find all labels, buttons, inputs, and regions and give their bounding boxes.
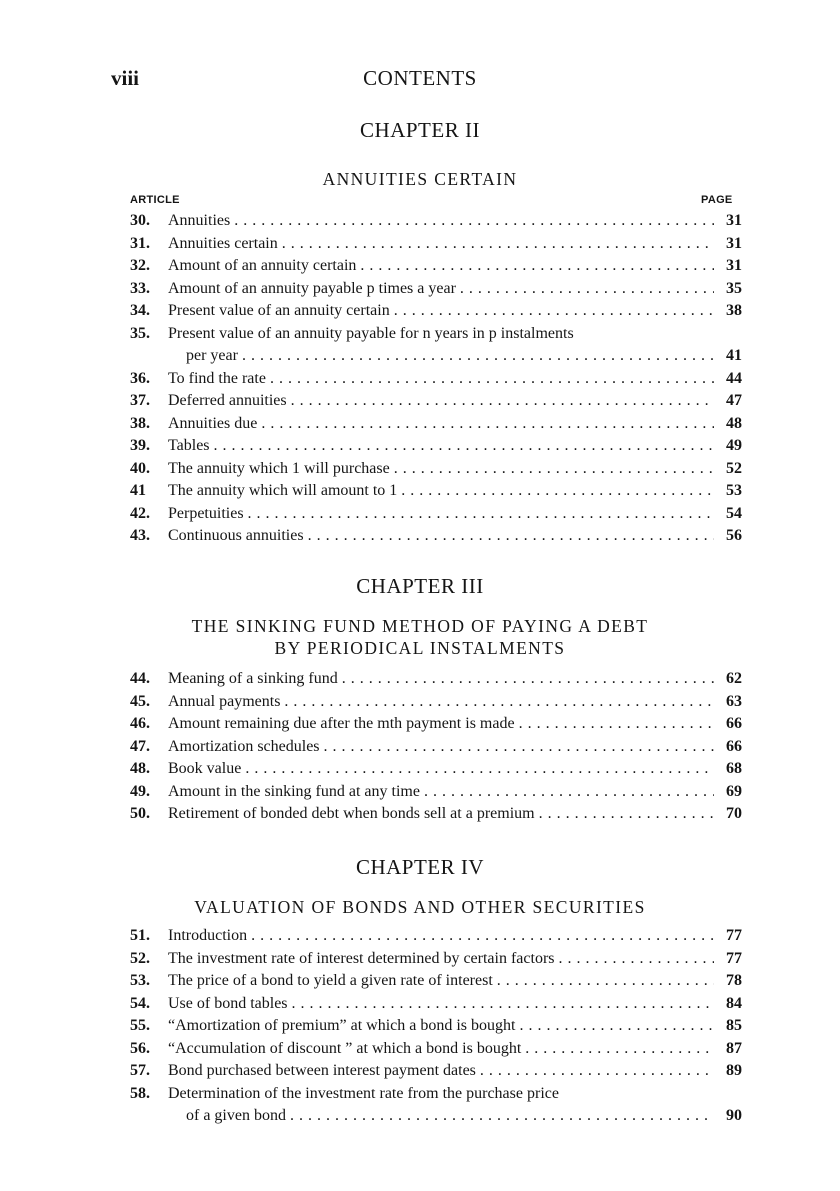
dot-leader [270, 368, 714, 391]
toc-list [130, 925, 742, 1128]
dot-leader [242, 345, 714, 368]
toc-entry [130, 390, 742, 413]
chapter-subtitle [0, 615, 840, 659]
article-title: of a given bond [186, 1107, 286, 1124]
article-number: 55. [130, 1017, 150, 1034]
page-ref: 47 [726, 392, 742, 409]
dot-leader [248, 503, 714, 526]
article-title: Book value [168, 760, 242, 777]
article-number: 37. [130, 392, 150, 409]
page-ref: 63 [726, 692, 742, 710]
dot-leader [292, 993, 714, 1016]
article-title: Introduction [168, 927, 248, 944]
running-head [0, 66, 840, 96]
article-number: 58. [130, 1084, 150, 1102]
article-title: Present value of an annuity certain [168, 302, 390, 319]
article-number: 42. [130, 504, 150, 522]
toc-entry [130, 255, 742, 278]
toc-entry [130, 368, 742, 391]
article-number: 38. [130, 414, 150, 432]
dot-leader [460, 278, 714, 301]
page-number: viii [111, 66, 140, 90]
chapter-subtitle-line: THE SINKING FUND METHOD OF PAYING A DEBT [191, 616, 649, 636]
chapter-subtitle [0, 896, 840, 918]
article-title: “Amortization of premium” at which a bond is bought [168, 1017, 516, 1034]
article-number: 56. [130, 1039, 150, 1057]
page-ref: 85 [726, 1017, 742, 1034]
toc-entry [130, 736, 742, 759]
article-number: 50. [130, 805, 150, 822]
toc-entry [130, 691, 742, 714]
page-ref: 77 [726, 927, 742, 944]
dot-leader [424, 781, 714, 804]
article-title: Amount of an annuity payable p times a year [168, 279, 456, 297]
page-ref: 66 [726, 737, 742, 755]
chapter-heading: CHAPTER II [360, 118, 480, 142]
article-number: 47. [130, 737, 150, 755]
page-ref: 68 [726, 760, 742, 777]
dot-leader [214, 435, 714, 458]
article-title: Annuities certain [168, 234, 278, 252]
toc-entry [130, 233, 742, 256]
article-title: The investment rate of interest determined by certain factors [168, 949, 555, 967]
article-title: The price of a bond to yield a given rate of interest [168, 972, 493, 989]
article-number: 48. [130, 760, 150, 777]
article-title: Annuities due [168, 414, 258, 432]
toc-entry [130, 758, 742, 781]
article-title: Meaning of a sinking fund [168, 670, 338, 687]
article-number: 49. [130, 782, 150, 800]
article-number: 33. [130, 279, 150, 297]
page-ref: 52 [726, 459, 742, 477]
dot-leader [245, 758, 714, 781]
column-header-article: ARTICLE [130, 194, 180, 206]
dot-leader [251, 925, 714, 948]
toc-entry [130, 948, 742, 971]
dot-leader [525, 1038, 714, 1061]
toc-entry [130, 210, 742, 233]
toc-entry [130, 435, 742, 458]
dot-leader [324, 736, 714, 759]
toc-entry [130, 970, 742, 993]
toc-entry [130, 925, 742, 948]
article-title: per year [186, 347, 238, 364]
toc-entry [130, 300, 742, 323]
page-ref: 31 [726, 212, 742, 229]
article-title: Amount of an annuity certain [168, 257, 357, 274]
article-number: 43. [130, 527, 150, 544]
page-ref: 78 [726, 972, 742, 989]
dot-leader [308, 525, 714, 548]
page-ref: 48 [726, 414, 742, 432]
toc-entry [130, 503, 742, 526]
page-ref: 35 [726, 279, 742, 297]
article-title: Continuous annuities [168, 527, 304, 544]
toc-entry [130, 458, 742, 481]
chapter-subtitle [0, 168, 840, 190]
dot-leader [394, 458, 714, 481]
toc-entry [130, 525, 742, 548]
article-number: 30. [130, 212, 150, 229]
toc-entry [130, 480, 742, 503]
article-number: 35. [130, 324, 150, 342]
article-title: Retirement of bonded debt when bonds sell at a premium [168, 805, 535, 822]
article-number: 51. [130, 927, 150, 944]
toc-entry [130, 1038, 742, 1061]
article-title: Amount remaining due after the mth payment is made [168, 715, 515, 732]
article-number: 52. [130, 949, 150, 967]
dot-leader [480, 1060, 714, 1083]
article-title: Amount in the sinking fund at any time [168, 782, 420, 800]
article-title: Use of bond tables [168, 994, 288, 1012]
toc-entry [130, 668, 742, 691]
toc-entry [130, 323, 742, 368]
article-number: 36. [130, 369, 150, 387]
article-title: Perpetuities [168, 504, 244, 522]
page-ref: 89 [726, 1062, 742, 1079]
article-number: 54. [130, 994, 150, 1012]
dot-leader [559, 948, 714, 971]
article-number: 31. [130, 234, 150, 252]
page-ref: 56 [726, 527, 742, 544]
toc-entry [130, 781, 742, 804]
chapter-heading: CHAPTER III [356, 574, 484, 598]
toc-entry [130, 1083, 742, 1128]
page-ref: 84 [726, 994, 742, 1012]
toc-entry [130, 278, 742, 301]
page-ref: 31 [726, 234, 742, 252]
dot-leader [282, 233, 714, 256]
article-number: 45. [130, 692, 150, 710]
article-title: Tables [168, 437, 210, 454]
running-title: CONTENTS [363, 66, 477, 90]
article-number: 46. [130, 715, 150, 732]
article-title: To find the rate [168, 369, 266, 387]
toc-entry [130, 713, 742, 736]
toc-list [130, 210, 742, 548]
article-number: 41 [130, 482, 146, 499]
dot-leader [284, 691, 714, 714]
dot-leader [519, 1015, 714, 1038]
toc-list [130, 668, 742, 826]
article-title: The annuity which will amount to 1 [168, 482, 398, 499]
page-ref: 38 [726, 302, 742, 319]
dot-leader [234, 210, 714, 233]
page-ref: 69 [726, 782, 742, 800]
chapter-subtitle-line: ANNUITIES CERTAIN [322, 169, 518, 189]
dot-leader [291, 390, 714, 413]
page-ref: 77 [726, 949, 742, 967]
article-title: Annual payments [168, 692, 281, 710]
dot-leader [342, 668, 714, 691]
dot-leader [290, 1105, 714, 1128]
article-number: 57. [130, 1062, 150, 1079]
dot-leader [539, 803, 714, 826]
column-header-page: PAGE [701, 194, 733, 206]
article-title: Annuities [168, 212, 231, 229]
page-ref: 53 [726, 482, 742, 499]
toc-entry [130, 413, 742, 436]
dot-leader [519, 713, 714, 736]
page-ref: 31 [726, 257, 742, 274]
page-ref: 41 [726, 347, 742, 364]
article-number: 53. [130, 972, 150, 989]
page-ref: 87 [726, 1039, 742, 1057]
chapter-subtitle-line: VALUATION OF BONDS AND OTHER SECURITIES [194, 897, 646, 917]
toc-entry [130, 803, 742, 826]
dot-leader [497, 970, 714, 993]
article-title: Determination of the investment rate from the purchase price [168, 1084, 559, 1102]
toc-entry [130, 1060, 742, 1083]
page-ref: 90 [726, 1107, 742, 1124]
article-title: Amortization schedules [168, 737, 320, 755]
toc-entry [130, 993, 742, 1016]
article-number: 34. [130, 302, 150, 319]
dot-leader [401, 480, 714, 503]
dot-leader [360, 255, 714, 278]
page-ref: 70 [726, 805, 742, 822]
chapter-heading: CHAPTER IV [355, 855, 485, 879]
article-number: 39. [130, 437, 150, 454]
article-title: “Accumulation of discount ” at which a bond is bought [168, 1039, 522, 1057]
article-title: Deferred annuities [168, 392, 287, 409]
article-title: The annuity which 1 will purchase [168, 459, 390, 477]
toc-entry [130, 1015, 742, 1038]
page-ref: 66 [726, 715, 742, 732]
page-ref: 54 [726, 504, 742, 522]
article-title: Present value of an annuity payable for n years in p instalments [168, 324, 574, 342]
article-number: 40. [130, 459, 150, 477]
page-ref: 62 [726, 670, 742, 687]
dot-leader [261, 413, 714, 436]
page-ref: 49 [726, 437, 742, 454]
chapter-subtitle-line: BY PERIODICAL INSTALMENTS [274, 638, 566, 658]
page-ref: 44 [726, 369, 742, 387]
article-number: 32. [130, 257, 150, 274]
dot-leader [394, 300, 714, 323]
article-title: Bond purchased between interest payment dates [168, 1062, 476, 1079]
article-number: 44. [130, 670, 150, 687]
